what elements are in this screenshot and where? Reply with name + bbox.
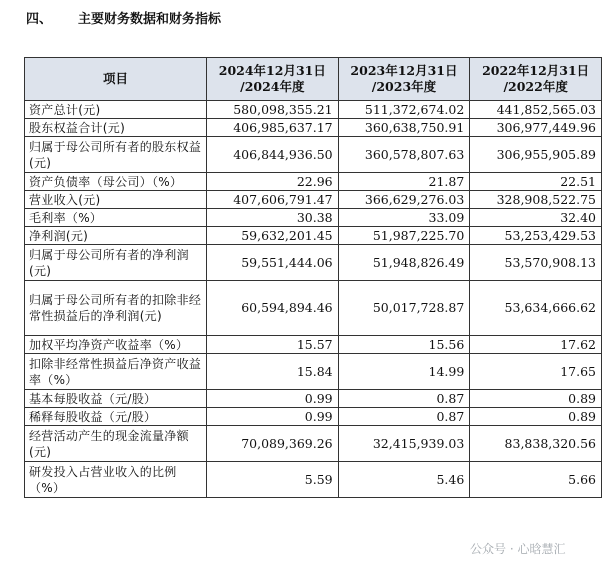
table-header-row (25, 58, 602, 101)
value-2023: 0.87 (338, 408, 470, 426)
value-2022: 83,838,320.56 (470, 426, 602, 462)
table-row (25, 408, 602, 426)
value-2023: 511,372,674.02 (338, 101, 470, 119)
table-row (25, 390, 602, 408)
value-2024: 70,089,369.26 (206, 426, 338, 462)
value-2023: 50,017,728.87 (338, 281, 470, 336)
row-label: 资产负债率（母公司）（%） (25, 173, 207, 191)
value-2024: 0.99 (206, 408, 338, 426)
value-2022: 5.66 (470, 462, 602, 498)
table-row (25, 209, 602, 227)
section-number: 四、 (26, 12, 53, 27)
value-2022: 32.40 (470, 209, 602, 227)
value-2024: 407,606,791.47 (206, 191, 338, 209)
value-2022: 53,570,908.13 (470, 245, 602, 281)
table-row (25, 336, 602, 354)
row-label: 归属于母公司所有者的股东权益(元) (25, 137, 207, 173)
table-row (25, 426, 602, 462)
value-2022: 0.89 (470, 390, 602, 408)
value-2022: 17.62 (470, 336, 602, 354)
table-row (25, 245, 602, 281)
value-2022: 53,253,429.53 (470, 227, 602, 245)
value-2023: 32,415,939.03 (338, 426, 470, 462)
value-2024: 59,632,201.45 (206, 227, 338, 245)
row-label: 净利润(元) (25, 227, 207, 245)
row-label: 股东权益合计(元) (25, 119, 207, 137)
row-label: 营业收入(元) (25, 191, 207, 209)
value-2024: 15.84 (206, 354, 338, 390)
header-2024-date: 2024年12月31日 (218, 63, 326, 78)
value-2022: 17.65 (470, 354, 602, 390)
row-label: 归属于母公司所有者的扣除非经常性损益后的净利润(元) (25, 281, 207, 336)
value-2023: 33.09 (338, 209, 470, 227)
value-2023: 360,578,807.63 (338, 137, 470, 173)
value-2022: 22.51 (470, 173, 602, 191)
row-label: 稀释每股收益（元/股） (25, 408, 207, 426)
value-2023: 51,948,826.49 (338, 245, 470, 281)
header-2022 (470, 58, 602, 101)
value-2022: 53,634,666.62 (470, 281, 602, 336)
value-2024: 580,098,355.21 (206, 101, 338, 119)
header-2024 (206, 58, 338, 101)
value-2024: 15.57 (206, 336, 338, 354)
header-2022-year: /2022年度 (503, 79, 568, 94)
value-2024: 5.59 (206, 462, 338, 498)
table-row (25, 227, 602, 245)
watermark-text: 公众号 · 心晗慧汇 (470, 542, 566, 556)
value-2022: 441,852,565.03 (470, 101, 602, 119)
table-row (25, 191, 602, 209)
value-2024: 406,985,637.17 (206, 119, 338, 137)
table-row (25, 462, 602, 498)
table-row (25, 173, 602, 191)
table-row (25, 281, 602, 336)
row-label: 扣除非经常性损益后净资产收益率（%） (25, 354, 207, 390)
value-2024: 22.96 (206, 173, 338, 191)
header-item: 项目 (25, 58, 207, 101)
row-label: 加权平均净资产收益率（%） (25, 336, 207, 354)
row-label: 研发投入占营业收入的比例（%） (25, 462, 207, 498)
section-title: 主要财务数据和财务指标 (78, 12, 222, 27)
value-2023: 366,629,276.03 (338, 191, 470, 209)
value-2024: 60,594,894.46 (206, 281, 338, 336)
header-2023-year: /2023年度 (371, 79, 437, 94)
value-2023: 14.99 (338, 354, 470, 390)
value-2022: 0.89 (470, 408, 602, 426)
value-2024: 59,551,444.06 (206, 245, 338, 281)
value-2023: 0.87 (338, 390, 470, 408)
header-2022-date: 2022年12月31日 (482, 63, 590, 78)
row-label: 基本每股收益（元/股） (25, 390, 207, 408)
value-2023: 51,987,225.70 (338, 227, 470, 245)
value-2023: 5.46 (338, 462, 470, 498)
table-row (25, 354, 602, 390)
row-label: 资产总计(元) (25, 101, 207, 119)
row-label: 毛利率（%） (25, 209, 207, 227)
value-2023: 360,638,750.91 (338, 119, 470, 137)
value-2022: 328,908,522.75 (470, 191, 602, 209)
row-label: 归属于母公司所有者的净利润(元) (25, 245, 207, 281)
header-2024-year: /2024年度 (240, 79, 305, 94)
financial-data-table (24, 57, 602, 498)
row-label: 经营活动产生的现金流量净额(元) (25, 426, 207, 462)
value-2024: 30.38 (206, 209, 338, 227)
value-2023: 15.56 (338, 336, 470, 354)
section-heading (26, 8, 221, 27)
table-row (25, 137, 602, 173)
value-2024: 406,844,936.50 (206, 137, 338, 173)
table-row (25, 119, 602, 137)
value-2023: 21.87 (338, 173, 470, 191)
table-row (25, 101, 602, 119)
value-2022: 306,955,905.89 (470, 137, 602, 173)
value-2022: 306,977,449.96 (470, 119, 602, 137)
header-2023 (338, 58, 470, 101)
value-2024: 0.99 (206, 390, 338, 408)
header-2023-date: 2023年12月31日 (350, 63, 458, 78)
